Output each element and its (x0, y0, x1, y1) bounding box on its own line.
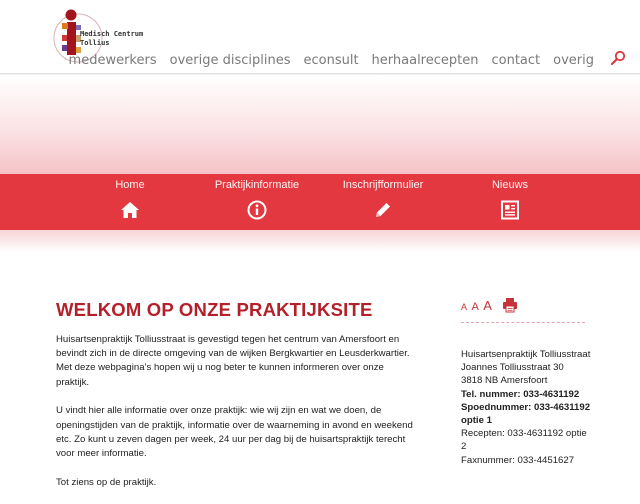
nav-overig[interactable]: overig (553, 53, 594, 68)
nav-herhaalrecepten[interactable]: herhaalrecepten (371, 53, 479, 68)
contact-name: Huisartsenpraktijk Tolliusstraat (461, 349, 591, 360)
info-icon (247, 200, 267, 220)
nav-econsult[interactable]: econsult (303, 53, 359, 68)
font-size-controls (461, 297, 492, 315)
contact-recipes: Recepten: 033-4631192 optie 2 (461, 428, 587, 453)
pencil-icon (373, 200, 393, 220)
sidebar-divider (461, 322, 585, 323)
intro-text (56, 333, 416, 504)
font-size-large-button[interactable]: A (483, 298, 492, 313)
logo-text-line-1: Medisch Centrum (80, 30, 144, 38)
intro-paragraph-1: Huisartsenpraktijk Tolliusstraat is gevestigd tegen het centrum van Amersfoort en bevindt zich in de directe omgeving van de wijken Bergkwartier en Leusderkwartier. Met deze webpagina’s hopen wij u nog beter te kunnen informeren over onze praktijk. (56, 334, 410, 388)
menu-item-label: Inschrijfformulier (342, 179, 424, 191)
font-size-medium-button[interactable]: A (471, 301, 479, 313)
site-header (0, 0, 640, 74)
page-title: WELKOM OP ONZE PRAKTIJKSITE (56, 299, 373, 320)
home-icon (120, 200, 140, 220)
menu-item-label: Home (115, 179, 145, 191)
contact-emergency: Spoednummer: 033-4631192 optie 1 (461, 401, 591, 427)
print-icon[interactable] (502, 297, 518, 313)
intro-paragraph-3: Tot ziens op de praktijk. (56, 476, 157, 488)
nav-overige-disciplines[interactable]: overige disciplines (169, 53, 291, 68)
logo-text[interactable] (80, 30, 143, 48)
menu-item-inschrijfformulier[interactable] (328, 179, 438, 220)
menu-item-nieuws[interactable] (455, 179, 565, 220)
hero-band (0, 75, 640, 174)
contact-info (461, 348, 591, 467)
contact-street: Joannes Tolliusstraat 30 (461, 362, 564, 374)
font-size-small-button[interactable]: A (461, 302, 468, 312)
intro-paragraph-2: U vindt hier alle informatie over onze praktijk: wie wij zijn en wat we doen, de openingstijden van de praktijk, informatie over de waarneming in avond en weekend etc. Zo kunt u zeven dagen per week, 24 uur per dag bij de huisartspraktijk terecht voor meer informatie. (56, 405, 413, 459)
contact-fax: Faxnummer: 033-4451627 (461, 454, 575, 466)
logo-text-line-2: Tollius (80, 39, 110, 47)
nav-medewerkers[interactable]: medewerkers (68, 53, 157, 68)
icon-menu (0, 174, 640, 230)
search-icon[interactable] (610, 50, 626, 66)
hero-band-shadow (0, 230, 640, 252)
contact-phone: Tel. nummer: 033-4631192 (461, 388, 580, 400)
menu-item-home[interactable] (75, 179, 185, 220)
menu-item-label: Praktijkinformatie (214, 179, 300, 191)
menu-item-praktijkinformatie[interactable] (202, 179, 312, 220)
menu-item-label: Nieuws (491, 179, 529, 191)
nav-contact[interactable]: contact (491, 53, 541, 68)
contact-city: 3818 NB Amersfoort (461, 375, 548, 387)
newspaper-icon (500, 200, 520, 220)
main-nav (69, 53, 594, 68)
